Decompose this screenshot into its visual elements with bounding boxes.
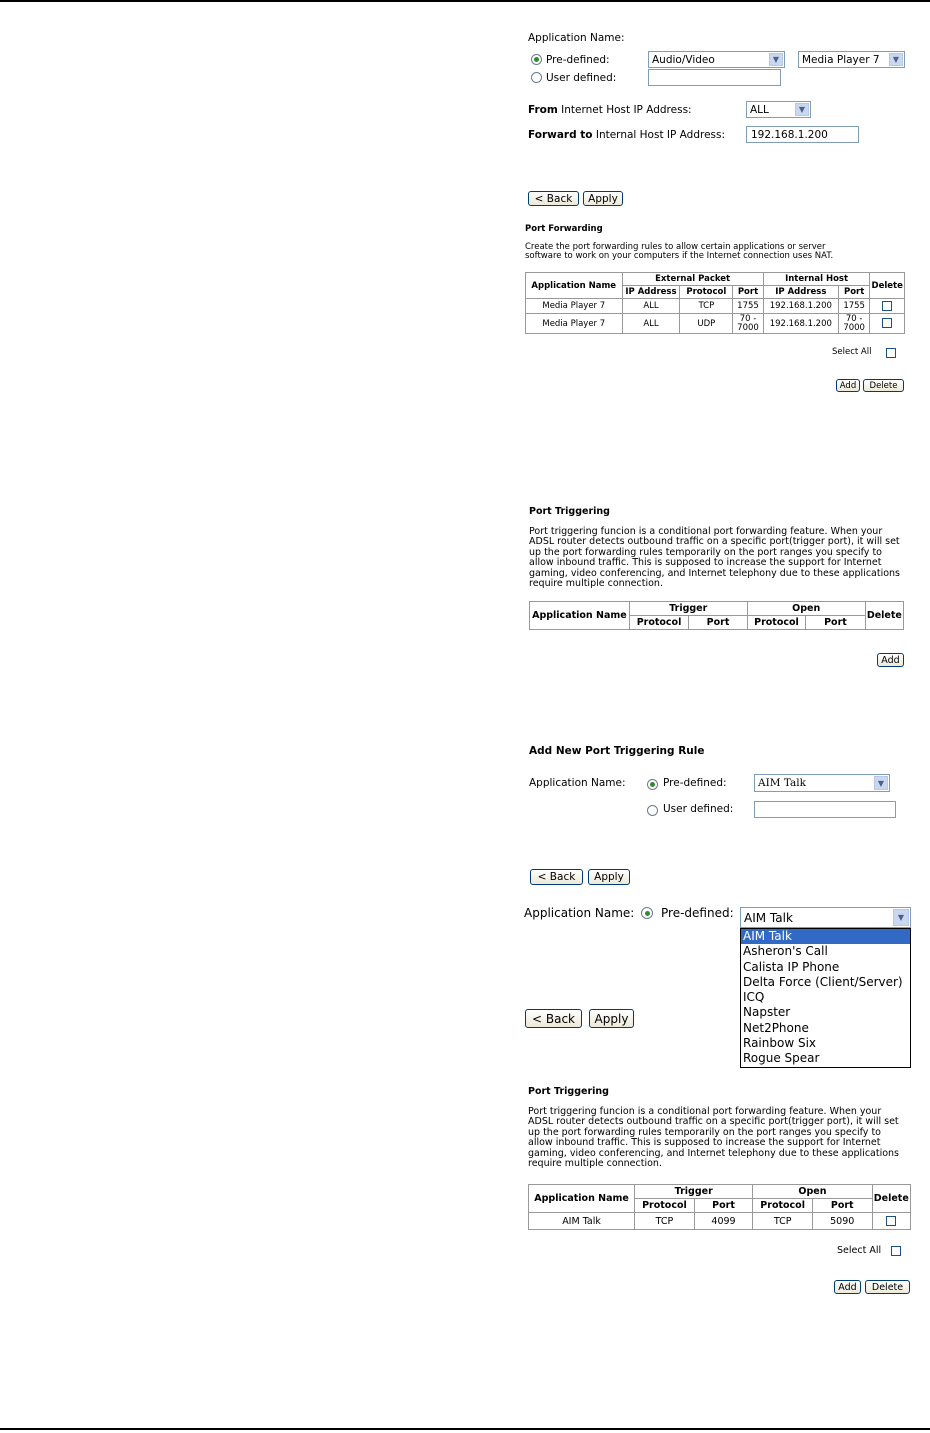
predefined-radio[interactable] (647, 779, 658, 790)
dropdown-option[interactable]: AIM Talk (741, 929, 910, 944)
cell-port: 1755 (733, 299, 763, 314)
predefined-radio[interactable] (531, 54, 542, 65)
col-delete: Delete (872, 1185, 910, 1213)
port-triggering-title: Port Triggering (528, 1086, 609, 1097)
add-button[interactable]: Add (877, 653, 904, 667)
predefined-label: Pre-defined: (661, 906, 734, 920)
application-name-label: Application Name: (529, 777, 626, 789)
apply-button[interactable]: Apply (583, 191, 623, 206)
predefined-label: Pre-defined: (663, 777, 727, 789)
dropdown-option[interactable]: Delta Force (Client/Server) (743, 974, 903, 989)
delete-button[interactable]: Delete (865, 1280, 910, 1294)
col-delete: Delete (870, 273, 905, 299)
application-select-value: AIM Talk (758, 777, 806, 789)
port-triggering-table (529, 601, 904, 630)
apply-button[interactable]: Apply (589, 1009, 634, 1028)
desc-line: software to work on your computers if the Internet connection uses NAT. (525, 251, 834, 262)
port-forwarding-table (525, 272, 905, 334)
col-trigger-port: Port (694, 1199, 753, 1213)
dropdown-option[interactable]: Net2Phone (743, 1020, 809, 1035)
col-open-protocol: Protocol (747, 616, 805, 630)
userdefined-label: User defined: (546, 72, 617, 84)
port-triggering-desc (528, 1107, 899, 1170)
bottom-rule (0, 1428, 930, 1430)
col-open-protocol: Protocol (753, 1199, 813, 1213)
dropdown-option[interactable]: Asheron's Call (743, 944, 828, 959)
col-open-port: Port (806, 616, 865, 630)
col-trigger: Trigger (629, 602, 747, 616)
dropdown-option[interactable]: Calista IP Phone (743, 959, 840, 974)
desc-line: Port triggering funcion is a conditional port forwarding feature. When your (529, 526, 883, 537)
col-external-packet: External Packet (622, 273, 763, 286)
col-delete: Delete (865, 602, 903, 630)
application-select-value: Media Player 7 (802, 53, 880, 66)
cell-port (733, 314, 763, 334)
back-button[interactable]: < Back (525, 1009, 582, 1028)
application-select[interactable] (798, 51, 905, 68)
port-triggering-desc (529, 527, 900, 590)
col-open-port: Port (812, 1199, 872, 1213)
cell-app: Media Player 7 (526, 299, 623, 314)
cell-delete (870, 314, 905, 334)
desc-line: gaming, video conferencing, and Internet telephony due to these applications (529, 567, 901, 579)
application-name-label: Application Name: (528, 32, 625, 44)
col-int-ip: IP Address (763, 286, 838, 299)
col-app-name: Application Name (529, 1185, 635, 1213)
application-dropdown-list[interactable] (740, 928, 911, 1068)
cell-int-ip: 192.168.1.200 (763, 314, 838, 334)
category-select[interactable] (648, 51, 785, 68)
desc-line: up the port forwarding rules temporarily on the port ranges you specify to (528, 1126, 881, 1138)
col-open: Open (747, 602, 865, 616)
desc-line: gaming, video conferencing, and Internet telephony due to these applications (528, 1147, 900, 1159)
top-rule (0, 0, 930, 2)
delete-checkbox[interactable] (882, 318, 892, 328)
chevron-down-icon: ▼ (769, 53, 783, 66)
desc-line: require multiple connection. (529, 578, 663, 590)
port-forwarding-title: Port Forwarding (525, 224, 603, 234)
application-name-label: Application Name: (524, 906, 635, 920)
userdefined-label: User defined: (663, 803, 734, 815)
table-row (529, 1213, 911, 1230)
select-all-checkbox[interactable] (886, 348, 896, 358)
col-int-port: Port (838, 286, 869, 299)
userdefined-radio[interactable] (531, 72, 542, 83)
predefined-radio[interactable] (641, 907, 653, 919)
cell-ip: ALL (622, 314, 680, 334)
port-triggering-title: Port Triggering (529, 506, 610, 517)
col-trigger: Trigger (635, 1185, 753, 1199)
add-button[interactable]: Add (834, 1280, 861, 1294)
select-all-checkbox[interactable] (891, 1246, 901, 1256)
chevron-down-icon: ▼ (795, 103, 809, 116)
dropdown-option[interactable]: Rainbow Six (743, 1036, 817, 1051)
port-line: 7000 (737, 322, 759, 333)
cell-trigger-port: 4099 (694, 1213, 753, 1230)
table-row (526, 314, 905, 334)
application-select[interactable] (754, 774, 890, 792)
table-row (526, 299, 905, 314)
cell-open-port: 5090 (812, 1213, 872, 1230)
col-app-name: Application Name (526, 273, 623, 299)
add-rule-title: Add New Port Triggering Rule (529, 745, 705, 757)
port-triggering-table (528, 1184, 911, 1230)
col-internal-host: Internal Host (763, 273, 870, 286)
port-forwarding-desc (525, 243, 833, 262)
cell-delete (870, 299, 905, 314)
col-port: Port (733, 286, 763, 299)
apply-button[interactable]: Apply (588, 869, 630, 885)
col-trigger-port: Port (689, 616, 747, 630)
from-label-bold: From (528, 104, 558, 116)
application-select[interactable] (740, 907, 911, 928)
col-protocol: Protocol (680, 286, 733, 299)
delete-checkbox[interactable] (886, 1216, 896, 1226)
cell-app: Media Player 7 (526, 314, 623, 334)
col-trigger-protocol: Protocol (629, 616, 688, 630)
col-trigger-protocol: Protocol (635, 1199, 695, 1213)
chevron-down-icon: ▼ (889, 53, 903, 66)
forward-ip-input[interactable] (746, 126, 859, 143)
userdefined-input[interactable] (754, 801, 896, 818)
desc-line: require multiple connection. (528, 1158, 662, 1170)
cell-int-port: 1755 (838, 299, 869, 314)
dropdown-option[interactable]: Rogue Spear (743, 1051, 820, 1066)
from-ip-select[interactable] (746, 101, 811, 118)
cell-trigger-protocol: TCP (635, 1213, 695, 1230)
cell-protocol: TCP (680, 299, 733, 314)
cell-int-ip: 192.168.1.200 (763, 299, 838, 314)
cell-int-port (838, 314, 869, 334)
desc-line: ADSL router detects outbound traffic on a specific port(trigger port), it will set (529, 536, 900, 548)
cell-protocol: UDP (680, 314, 733, 334)
desc-line: Create the port forwarding rules to allow certain applications or server (525, 242, 826, 252)
delete-checkbox[interactable] (882, 301, 892, 311)
select-all-label: Select All (832, 347, 872, 357)
cell-open-protocol: TCP (753, 1213, 813, 1230)
desc-line: Port triggering funcion is a conditional port forwarding feature. When your (528, 1106, 882, 1117)
from-ip-label (528, 104, 692, 116)
userdefined-input[interactable] (648, 69, 781, 86)
from-label-rest: Internet Host IP Address: (557, 104, 692, 116)
dropdown-option[interactable]: ICQ (743, 990, 765, 1005)
predefined-label: Pre-defined: (546, 54, 610, 66)
forward-label-bold: Forward to (528, 129, 593, 141)
desc-line: allow inbound traffic. This is supposed to increase the support for Internet (528, 1137, 881, 1149)
add-button[interactable]: Add (836, 379, 860, 392)
chevron-down-icon: ▼ (874, 776, 888, 790)
select-all-label: Select All (837, 1245, 882, 1256)
from-ip-select-value: ALL (750, 103, 769, 116)
dropdown-option[interactable]: Napster (743, 1005, 791, 1020)
col-app-name: Application Name (530, 602, 630, 630)
desc-line: allow inbound traffic. This is supposed to increase the support for Internet (529, 557, 882, 569)
desc-line: up the port forwarding rules temporarily on the port ranges you specify to (529, 546, 882, 558)
col-ip: IP Address (622, 286, 680, 299)
category-select-value: Audio/Video (652, 53, 715, 66)
desc-line: ADSL router detects outbound traffic on a specific port(trigger port), it will set (528, 1116, 899, 1128)
back-button[interactable]: < Back (528, 191, 579, 206)
port-line: 7000 (843, 322, 865, 333)
port-line: 70 - (845, 314, 863, 324)
port-line: 70 - (739, 314, 757, 324)
forward-ip-label (528, 129, 725, 141)
cell-ip: ALL (622, 299, 680, 314)
userdefined-radio[interactable] (647, 805, 658, 816)
forward-ip-value: 192.168.1.200 (751, 128, 828, 141)
forward-label-rest: Internal Host IP Address: (592, 129, 726, 141)
col-open: Open (753, 1185, 872, 1199)
delete-button[interactable]: Delete (863, 379, 904, 392)
chevron-down-icon: ▼ (893, 909, 909, 926)
back-button[interactable]: < Back (530, 869, 583, 885)
cell-delete (872, 1213, 910, 1230)
application-select-value: AIM Talk (744, 910, 793, 925)
cell-app: AIM Talk (529, 1213, 635, 1230)
